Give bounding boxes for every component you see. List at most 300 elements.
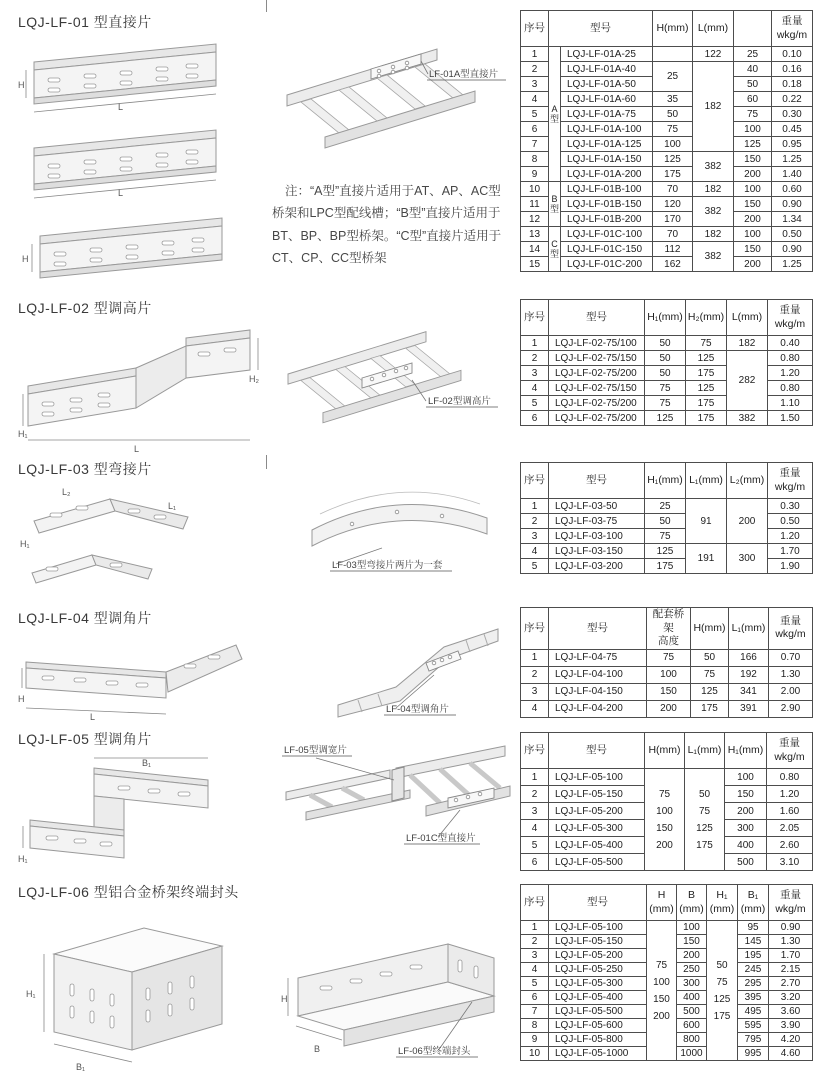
- table-cell: 0.95: [772, 137, 813, 152]
- table-cell: 4: [521, 700, 549, 717]
- table-cell: 200: [727, 499, 768, 544]
- header-cell: 型号: [549, 885, 647, 921]
- table-cell: LQJ-LF-01C-100: [561, 227, 653, 242]
- header-cell: 重量 wkg/m: [767, 733, 813, 769]
- dim-label-h1: H₁: [26, 989, 36, 999]
- table-cell: 2.70: [769, 977, 813, 991]
- table-cell: LQJ-LF-01A-75: [561, 107, 653, 122]
- table-cell: 4.60: [769, 1047, 813, 1061]
- table-cell: 795: [738, 1033, 769, 1047]
- table-cell: 1.25: [772, 152, 813, 167]
- table-cell: LQJ-LF-01A-100: [561, 122, 653, 137]
- table-cell: 1.60: [767, 803, 813, 820]
- table-cell: 125: [686, 351, 727, 366]
- table-cell: 4: [521, 381, 549, 396]
- table-cell: 91: [686, 499, 727, 544]
- dim-label-h: H: [22, 254, 29, 264]
- table-cell: 25: [645, 499, 686, 514]
- table-cell: 0.22: [772, 92, 813, 107]
- table-cell: LQJ-LF-05-400: [549, 991, 647, 1005]
- dim-label-l: L: [118, 102, 124, 112]
- header-cell: 序号: [521, 885, 549, 921]
- table-cell: 3: [521, 366, 549, 381]
- table-cell: 125: [645, 411, 686, 426]
- table-cell: 125: [686, 381, 727, 396]
- header-row: [521, 885, 813, 921]
- table-cell: 182: [693, 62, 734, 152]
- table-cell: 100: [734, 122, 772, 137]
- table-cell: 175: [645, 559, 686, 574]
- table-cell: 1: [521, 499, 549, 514]
- table-cell: 0.90: [772, 197, 813, 212]
- table-cell: 245: [738, 963, 769, 977]
- table-cell: 200: [725, 803, 767, 820]
- table-cell: 50: [734, 77, 772, 92]
- table-cell: 0.18: [772, 77, 813, 92]
- table-cell: 4: [521, 544, 549, 559]
- dim-label-l2: L₂: [62, 487, 71, 497]
- table-cell: 150: [677, 935, 707, 949]
- table-row: [521, 559, 813, 574]
- table-cell: 125: [653, 152, 693, 167]
- table-row: [521, 92, 813, 107]
- header-cell: L₂(mm): [727, 463, 768, 499]
- table-cell: 391: [729, 700, 769, 717]
- table-row: [521, 351, 813, 366]
- table-cell: 1: [521, 921, 549, 935]
- table-row: [521, 366, 813, 381]
- diagram-label-lf06: LF-06型终端封头: [398, 1046, 471, 1057]
- table-cell: 1: [521, 769, 549, 786]
- note-line: CT、CP、CC型桥架: [272, 250, 387, 265]
- table-cell: 1.50: [768, 411, 813, 426]
- header-cell: 序号: [521, 11, 549, 47]
- lf06-endcap-drawing: [18, 912, 253, 1074]
- crop-mark: [266, 455, 267, 469]
- table-row: [521, 683, 813, 700]
- table-cell: 50: [645, 351, 686, 366]
- table-cell: 0.10: [772, 47, 813, 62]
- table-cell: 3: [521, 77, 549, 92]
- header-cell: H₁(mm): [645, 300, 686, 336]
- table-cell: LQJ-LF-02-75/100: [549, 336, 645, 351]
- dim-label-h1: H₁: [20, 539, 30, 549]
- table-cell: 170: [653, 212, 693, 227]
- table-cell: LQJ-LF-05-500: [549, 1005, 647, 1019]
- table-row: [521, 152, 813, 167]
- table-cell: 495: [738, 1005, 769, 1019]
- table-cell: 150: [725, 786, 767, 803]
- table-cell: 120: [653, 197, 693, 212]
- dim-label-l: L: [90, 712, 96, 722]
- diagram-label-lf03: LF-03型弯接片两片为一套: [332, 560, 443, 571]
- table-cell: LQJ-LF-04-150: [549, 683, 647, 700]
- table-cell: 382: [693, 197, 734, 227]
- lf06-iso-drawing: [280, 928, 515, 1063]
- header-cell: [734, 11, 772, 47]
- table-cell: 382: [693, 242, 734, 272]
- table-cell: LQJ-LF-05-150: [549, 935, 647, 949]
- header-row: [521, 463, 813, 499]
- header-cell: L₁(mm): [685, 733, 725, 769]
- table-cell: 2.05: [767, 820, 813, 837]
- lf05-iso-drawing: [280, 740, 515, 848]
- header-cell: 型号: [549, 300, 645, 336]
- table-cell: 11: [521, 197, 549, 212]
- table-cell: 200: [734, 167, 772, 182]
- table-cell: 192: [729, 666, 769, 683]
- header-cell: 序号: [521, 608, 549, 650]
- crop-mark: [266, 0, 267, 12]
- table-row: [521, 499, 813, 514]
- table-cell: 2: [521, 514, 549, 529]
- table-cell: LQJ-LF-01A-25: [561, 47, 653, 62]
- lf01-iso-drawing: [275, 33, 510, 151]
- table-cell: 6: [521, 411, 549, 426]
- table-cell: 500: [677, 1005, 707, 1019]
- table-cell: 100: [647, 666, 691, 683]
- table-cell: 3.10: [767, 854, 813, 871]
- section-title-lf01: LQJ-LF-01 型直接片: [18, 14, 152, 30]
- header-cell: H(mm): [645, 733, 685, 769]
- table-cell: 2: [521, 935, 549, 949]
- header-cell: H (mm): [647, 885, 677, 921]
- table-row: [521, 529, 813, 544]
- table-cell: 15: [521, 257, 549, 272]
- table-cell: 75: [645, 381, 686, 396]
- table-cell: 100: [734, 182, 772, 197]
- table-cell: 50: [645, 514, 686, 529]
- spec-table-lf04: [520, 607, 813, 718]
- table-cell: LQJ-LF-01B-150: [561, 197, 653, 212]
- header-cell: L₁(mm): [729, 608, 769, 650]
- table-cell: 400: [725, 837, 767, 854]
- table-cell: 112: [653, 242, 693, 257]
- table-cell: 191: [686, 544, 727, 574]
- table-cell: 50 75 125 175: [707, 921, 738, 1061]
- table-cell: 1.34: [772, 212, 813, 227]
- table-cell: LQJ-LF-03-50: [549, 499, 645, 514]
- table-row: [521, 700, 813, 717]
- table-cell: 1.70: [768, 544, 813, 559]
- table-cell: LQJ-LF-05-200: [549, 949, 647, 963]
- lf02-iso-drawing: [282, 328, 512, 424]
- dim-label-b1: B₁: [142, 758, 152, 768]
- table-cell: LQJ-LF-05-800: [549, 1033, 647, 1047]
- table-cell: 150: [734, 152, 772, 167]
- table-cell: 95: [738, 921, 769, 935]
- table-cell: 4: [521, 820, 549, 837]
- table-cell: 0.50: [768, 514, 813, 529]
- table-cell: LQJ-LF-01A-200: [561, 167, 653, 182]
- header-cell: 重量 wkg/m: [769, 885, 813, 921]
- table-cell: 70: [653, 227, 693, 242]
- table-cell: 0.80: [768, 381, 813, 396]
- table-cell: 75: [734, 107, 772, 122]
- table-row: [521, 411, 813, 426]
- section-title-lf04: LQJ-LF-04 型调角片: [18, 610, 152, 626]
- table-cell: 100: [725, 769, 767, 786]
- table-cell: 1.40: [772, 167, 813, 182]
- table-cell: 75: [645, 396, 686, 411]
- table-cell: 50: [645, 336, 686, 351]
- table-cell: LQJ-LF-05-250: [549, 963, 647, 977]
- table-cell: 0.60: [772, 182, 813, 197]
- table-row: [521, 336, 813, 351]
- lf04-plate-drawing: [18, 636, 263, 722]
- table-row: [521, 62, 813, 77]
- table-cell: 3: [521, 683, 549, 700]
- header-cell: H₂(mm): [686, 300, 727, 336]
- table-cell: 200: [677, 949, 707, 963]
- table-cell: 10: [521, 182, 549, 197]
- table-cell: LQJ-LF-01A-125: [561, 137, 653, 152]
- table-cell: 145: [738, 935, 769, 949]
- table-cell: 800: [677, 1033, 707, 1047]
- header-cell: L(mm): [693, 11, 734, 47]
- table-cell: 75 100 150 200: [645, 769, 685, 871]
- table-cell: LQJ-LF-01A-50: [561, 77, 653, 92]
- table-cell: 75 100 150 200: [647, 921, 677, 1061]
- table-cell: 182: [727, 336, 768, 351]
- table-cell: 10: [521, 1047, 549, 1061]
- header-cell: 序号: [521, 463, 549, 499]
- table-cell: 182: [693, 182, 734, 197]
- header-cell: H₁(mm): [645, 463, 686, 499]
- table-row: [521, 167, 813, 182]
- table-cell: 282: [727, 351, 768, 411]
- table-cell: 7: [521, 137, 549, 152]
- table-cell: 1: [521, 336, 549, 351]
- table-cell: LQJ-LF-03-75: [549, 514, 645, 529]
- dim-label-h: H: [18, 80, 25, 90]
- header-cell: H(mm): [653, 11, 693, 47]
- table-cell: LQJ-LF-05-600: [549, 1019, 647, 1033]
- diagram-label-lf04: LF-04型调角片: [386, 704, 449, 715]
- table-cell: 3: [521, 803, 549, 820]
- table-cell: LQJ-LF-02-75/200: [549, 396, 645, 411]
- table-cell: 300: [677, 977, 707, 991]
- dim-label-b: B: [314, 1044, 321, 1054]
- table-row: [521, 257, 813, 272]
- table-cell: 500: [725, 854, 767, 871]
- table-cell: 2.15: [769, 963, 813, 977]
- table-cell: LQJ-LF-05-500: [549, 854, 645, 871]
- table-cell: 1.30: [769, 666, 813, 683]
- section-title-lf02: LQJ-LF-02 型调高片: [18, 300, 152, 316]
- dim-label-l1: L₁: [168, 501, 177, 511]
- table-cell: LQJ-LF-05-100: [549, 769, 645, 786]
- dim-label-h1: H₁: [18, 429, 28, 439]
- table-cell: 50 75 125 175: [685, 769, 725, 871]
- table-cell: 75: [645, 529, 686, 544]
- table-cell: LQJ-LF-05-150: [549, 786, 645, 803]
- table-cell: 100: [653, 137, 693, 152]
- table-row: [521, 107, 813, 122]
- dim-label-b1: B₁: [76, 1062, 86, 1072]
- table-cell: 295: [738, 977, 769, 991]
- table-cell: [653, 47, 693, 62]
- table-cell: B 型: [549, 182, 561, 227]
- table-cell: LQJ-LF-04-200: [549, 700, 647, 717]
- table-cell: 1.70: [769, 949, 813, 963]
- table-cell: 1.90: [768, 559, 813, 574]
- section-title-lf03: LQJ-LF-03 型弯接片: [18, 461, 152, 477]
- table-cell: 200: [647, 700, 691, 717]
- diagram-label-lf05-top: LF-05型调宽片: [284, 745, 347, 756]
- table-cell: LQJ-LF-03-200: [549, 559, 645, 574]
- table-cell: 341: [729, 683, 769, 700]
- table-cell: 5: [521, 107, 549, 122]
- table-cell: 0.30: [772, 107, 813, 122]
- table-cell: LQJ-LF-04-100: [549, 666, 647, 683]
- table-cell: 300: [727, 544, 768, 574]
- table-cell: 2.00: [769, 683, 813, 700]
- table-row: [521, 242, 813, 257]
- spec-table-lf05: [520, 732, 813, 871]
- table-cell: 182: [693, 227, 734, 242]
- table-cell: 382: [727, 411, 768, 426]
- table-cell: LQJ-LF-05-1000: [549, 1047, 647, 1061]
- header-cell: 型号: [549, 733, 645, 769]
- table-cell: 0.80: [767, 769, 813, 786]
- header-cell: 序号: [521, 733, 549, 769]
- table-cell: 175: [686, 411, 727, 426]
- table-cell: LQJ-LF-01B-100: [561, 182, 653, 197]
- table-row: [521, 666, 813, 683]
- header-row: [521, 608, 813, 650]
- table-cell: 13: [521, 227, 549, 242]
- table-cell: 2: [521, 351, 549, 366]
- table-cell: 50: [645, 366, 686, 381]
- note-line: 桥架和LPC型配线槽；“B型”直接片适用于: [272, 206, 501, 221]
- table-row: [521, 182, 813, 197]
- table-cell: LQJ-LF-05-300: [549, 820, 645, 837]
- table-cell: 125: [734, 137, 772, 152]
- header-cell: 型号: [549, 463, 645, 499]
- table-row: [521, 514, 813, 529]
- header-cell: L₁(mm): [686, 463, 727, 499]
- table-cell: A 型: [549, 47, 561, 182]
- table-cell: 0.80: [768, 351, 813, 366]
- table-cell: 5: [521, 977, 549, 991]
- table-cell: 2: [521, 62, 549, 77]
- table-cell: 9: [521, 1033, 549, 1047]
- table-cell: 2.60: [767, 837, 813, 854]
- table-cell: LQJ-LF-03-150: [549, 544, 645, 559]
- table-cell: 6: [521, 854, 549, 871]
- table-row: [521, 197, 813, 212]
- table-row: [521, 769, 813, 786]
- diagram-label-lf05-bottom: LF-01C型直接片: [406, 833, 476, 844]
- header-cell: 重量 wkg/m: [769, 608, 813, 650]
- table-cell: 200: [734, 257, 772, 272]
- table-cell: 25: [653, 62, 693, 92]
- table-cell: 166: [729, 649, 769, 666]
- table-cell: 0.90: [769, 921, 813, 935]
- header-row: [521, 733, 813, 769]
- header-cell: B (mm): [677, 885, 707, 921]
- table-cell: 6: [521, 122, 549, 137]
- table-cell: 4: [521, 963, 549, 977]
- table-cell: 1: [521, 47, 549, 62]
- table-cell: 195: [738, 949, 769, 963]
- table-cell: 0.70: [769, 649, 813, 666]
- table-cell: 0.16: [772, 62, 813, 77]
- table-cell: LQJ-LF-02-75/150: [549, 381, 645, 396]
- table-cell: 75: [647, 649, 691, 666]
- header-cell: H₁(mm): [725, 733, 767, 769]
- header-cell: L(mm): [727, 300, 768, 336]
- table-cell: 5: [521, 559, 549, 574]
- table-cell: C 型: [549, 227, 561, 272]
- table-cell: 3: [521, 529, 549, 544]
- diagram-label-lf02: LF-02型调高片: [428, 396, 491, 407]
- table-cell: 2: [521, 666, 549, 683]
- table-cell: LQJ-LF-02-75/150: [549, 351, 645, 366]
- table-cell: 175: [691, 700, 729, 717]
- lf04-iso-drawing: [330, 613, 515, 721]
- table-cell: 150: [647, 683, 691, 700]
- table-cell: 1.20: [768, 366, 813, 381]
- table-row: [521, 212, 813, 227]
- table-cell: 125: [645, 544, 686, 559]
- table-cell: 4.20: [769, 1033, 813, 1047]
- table-cell: 250: [677, 963, 707, 977]
- header-cell: B₁ (mm): [738, 885, 769, 921]
- table-cell: 382: [693, 152, 734, 182]
- table-cell: 50: [653, 107, 693, 122]
- table-cell: 75: [691, 666, 729, 683]
- table-cell: 300: [725, 820, 767, 837]
- table-cell: 5: [521, 837, 549, 854]
- header-cell: 重量 wkg/m: [772, 11, 813, 47]
- dim-label-l: L: [134, 444, 140, 454]
- header-cell: 重量 wkg/m: [768, 300, 813, 336]
- lf03-iso-drawing: [282, 468, 512, 578]
- table-cell: LQJ-LF-05-200: [549, 803, 645, 820]
- table-cell: 3.90: [769, 1019, 813, 1033]
- table-cell: 100: [734, 227, 772, 242]
- table-cell: LQJ-LF-02-75/200: [549, 366, 645, 381]
- table-cell: LQJ-LF-01A-150: [561, 152, 653, 167]
- table-cell: 3: [521, 949, 549, 963]
- table-row: [521, 122, 813, 137]
- table-cell: 1000: [677, 1047, 707, 1061]
- table-cell: 6: [521, 991, 549, 1005]
- dim-label-h1: H₁: [18, 854, 28, 864]
- table-cell: 0.30: [768, 499, 813, 514]
- table-cell: 1.10: [768, 396, 813, 411]
- table-cell: LQJ-LF-01A-40: [561, 62, 653, 77]
- table-cell: 1.25: [772, 257, 813, 272]
- header-cell: H(mm): [691, 608, 729, 650]
- table-cell: LQJ-LF-04-75: [549, 649, 647, 666]
- header-cell: 型号: [549, 11, 653, 47]
- dim-label-h: H: [281, 994, 288, 1004]
- header-row: [521, 300, 813, 336]
- lf01-plate-drawing: [18, 38, 258, 290]
- table-cell: 1.30: [769, 935, 813, 949]
- note-line: 注：“A型”直接片适用于AT、AP、AC型: [285, 184, 501, 198]
- dim-label-h: H: [18, 694, 25, 704]
- table-cell: 70: [653, 182, 693, 197]
- spec-table-lf02: [520, 299, 813, 426]
- table-cell: 600: [677, 1019, 707, 1033]
- section-title-lf06: LQJ-LF-06 型铝合金桥架终端封头: [18, 884, 239, 900]
- header-cell: H₁ (mm): [707, 885, 738, 921]
- table-row: [521, 396, 813, 411]
